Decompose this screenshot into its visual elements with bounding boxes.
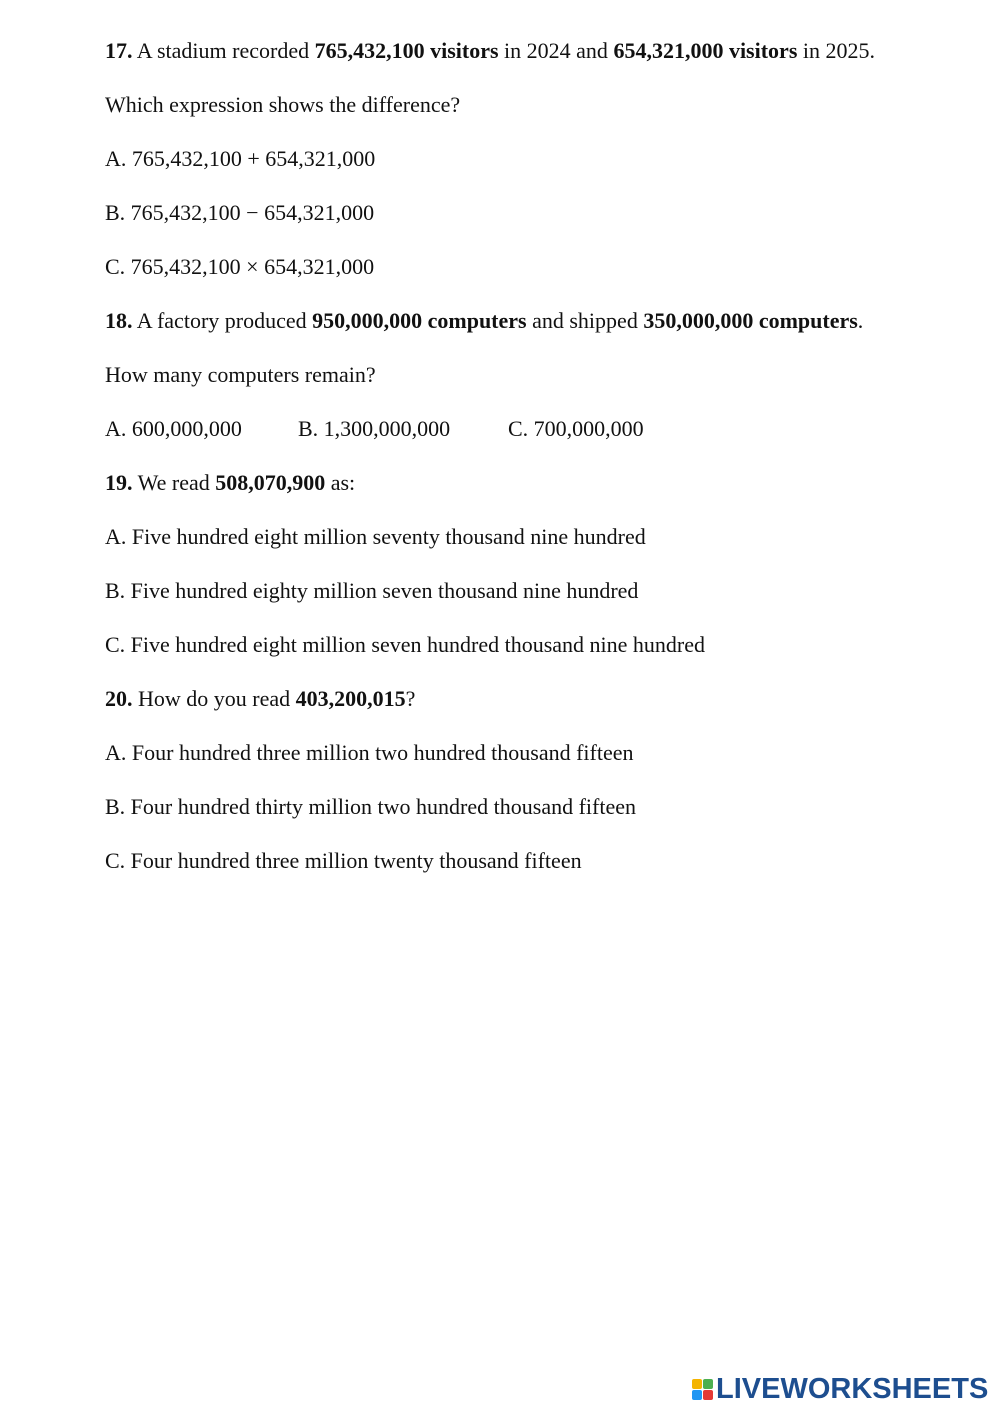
stem-bold-value: 950,000,000 computers	[312, 308, 527, 333]
stem-text: We read	[137, 470, 210, 495]
question-20-option-c[interactable]: C. Four hundred three million twenty thousand fifteen	[105, 848, 582, 873]
question-19-option-a[interactable]: A. Five hundred eight million seventy thousand nine hundred	[105, 524, 646, 549]
stem-bold-value: 654,321,000 visitors	[613, 38, 798, 63]
question-18-option-c[interactable]: C. 700,000,000	[508, 416, 644, 441]
stem-text: as:	[330, 470, 356, 495]
stem-text: and shipped	[532, 308, 638, 333]
question-17-option-c[interactable]: C. 765,432,100 × 654,321,000	[105, 254, 375, 279]
stem-bold-value: 350,000,000 computers	[643, 308, 858, 333]
stem-text: A factory produced	[136, 308, 307, 333]
question-number: 18.	[105, 308, 133, 333]
question-19-option-b[interactable]: B. Five hundred eighty million seven thousand nine hundred	[105, 578, 639, 603]
question-20-stem	[105, 684, 965, 714]
question-number: 19.	[105, 470, 133, 495]
question-18-stem	[105, 306, 965, 336]
liveworksheets-logo-icon	[692, 1379, 713, 1400]
question-17-stem	[105, 36, 965, 66]
worksheet-page	[105, 36, 965, 900]
question-17-option-a[interactable]: A. 765,432,100 + 654,321,000	[105, 146, 376, 171]
question-18-option-a[interactable]: A. 600,000,000	[105, 416, 242, 441]
question-20-option-a[interactable]: A. Four hundred three million two hundred thousand fifteen	[105, 740, 634, 765]
stem-text: How do you read	[138, 686, 291, 711]
stem-text: ?	[405, 686, 416, 711]
stem-text: in 2025.	[802, 38, 876, 63]
question-17-option-b[interactable]: B. 765,432,100 − 654,321,000	[105, 200, 375, 225]
question-number: 17.	[105, 38, 133, 63]
question-17-prompt: Which expression shows the difference?	[105, 92, 461, 117]
stem-text: A stadium recorded	[136, 38, 310, 63]
question-20-option-b[interactable]: B. Four hundred thirty million two hundred thousand fifteen	[105, 794, 636, 819]
stem-bold-value: 765,432,100 visitors	[314, 38, 499, 63]
logo-text: LIVEWORKSHEETS	[716, 1372, 989, 1405]
question-18-options	[105, 414, 965, 444]
stem-bold-value: 508,070,900	[215, 470, 326, 495]
question-number: 20.	[105, 686, 133, 711]
question-18-option-b[interactable]: B. 1,300,000,000	[298, 416, 451, 441]
stem-text: in 2024 and	[504, 38, 608, 63]
question-19-option-c[interactable]: C. Five hundred eight million seven hundred thousand nine hundred	[105, 632, 706, 657]
liveworksheets-logo	[692, 1374, 988, 1404]
question-18-prompt: How many computers remain?	[105, 362, 376, 387]
stem-text: .	[857, 308, 864, 333]
question-19-stem	[105, 468, 965, 498]
stem-bold-value: 403,200,015	[295, 686, 406, 711]
